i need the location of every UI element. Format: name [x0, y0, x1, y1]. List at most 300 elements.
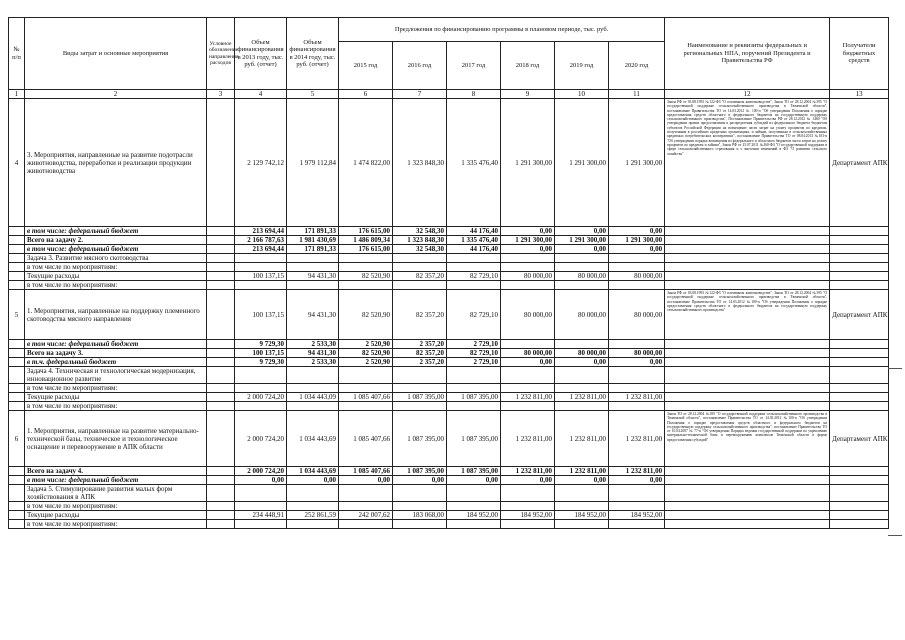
- table-row: [9, 281, 889, 290]
- colnum: 11: [609, 90, 665, 99]
- row-value: 1 474 822,00: [339, 99, 393, 227]
- row-number: [9, 236, 25, 245]
- table-row: [9, 476, 889, 485]
- row-condition: [207, 236, 235, 245]
- row-value: 82 520,90: [339, 290, 393, 340]
- row-number: [9, 467, 25, 476]
- row-value: 1 232 811,00: [609, 393, 665, 402]
- row-number: 4: [9, 99, 25, 227]
- row-value: 82 357,20: [393, 349, 447, 358]
- row-value: 82 729,10: [447, 349, 501, 358]
- table-row: [9, 402, 889, 411]
- row-number: 5: [9, 290, 25, 340]
- row-value: [393, 263, 447, 272]
- row-recipient: [830, 393, 889, 402]
- table-row: [9, 384, 889, 393]
- row-value: 80 000,00: [609, 349, 665, 358]
- row-value: 94 431,30: [287, 272, 339, 281]
- row-value: 80 000,00: [609, 290, 665, 340]
- row-value: [339, 402, 393, 411]
- row-value: 176 615,00: [339, 227, 393, 236]
- table-row: [9, 367, 889, 384]
- row-value: [447, 520, 501, 529]
- colnum: 1: [9, 90, 25, 99]
- row-value: 100 137,15: [235, 349, 287, 358]
- row-value: [393, 384, 447, 393]
- table-row: [9, 236, 889, 245]
- colnum: 2: [25, 90, 207, 99]
- row-value: 213 694,44: [235, 227, 287, 236]
- row-recipient: Департамент АПК: [830, 411, 889, 467]
- row-condition: [207, 402, 235, 411]
- row-value: [609, 402, 665, 411]
- row-value: [339, 254, 393, 263]
- header-year: 2020 год: [609, 42, 665, 90]
- row-value: 9 729,30: [235, 340, 287, 349]
- colnum: 10: [555, 90, 609, 99]
- row-condition: [207, 485, 235, 502]
- header-vol-2013: Объем финансирования в 2013 году, тыс. руб. (отчет): [235, 18, 287, 90]
- row-value: 183 068,00: [393, 511, 447, 520]
- colnum: 3: [207, 90, 235, 99]
- row-value: [393, 502, 447, 511]
- row-value: [287, 485, 339, 502]
- header-conditions: Условное обозначение направления расходов: [207, 18, 235, 90]
- colnum: 7: [393, 90, 447, 99]
- row-value: [287, 402, 339, 411]
- row-legal: [665, 502, 830, 511]
- row-value: 1 085 407,66: [339, 467, 393, 476]
- row-value: 0,00: [501, 358, 555, 367]
- row-value: [339, 367, 393, 384]
- row-value: 1 323 848,30: [393, 236, 447, 245]
- row-number: [9, 393, 25, 402]
- row-value: 1 087 395,00: [447, 411, 501, 467]
- row-condition: [207, 367, 235, 384]
- row-value: 1 291 300,00: [555, 236, 609, 245]
- row-value: 80 000,00: [555, 290, 609, 340]
- row-legal: [665, 384, 830, 393]
- header-num: № п/п: [9, 18, 25, 90]
- row-value: 2 000 724,20: [235, 411, 287, 467]
- row-value: 80 000,00: [501, 349, 555, 358]
- row-value: 171 891,33: [287, 245, 339, 254]
- row-value: 0,00: [555, 358, 609, 367]
- row-value: [287, 281, 339, 290]
- row-value: 1 232 811,00: [555, 467, 609, 476]
- row-number: [9, 476, 25, 485]
- row-label: в том числе: федеральный бюджет: [25, 476, 207, 485]
- row-value: [555, 254, 609, 263]
- row-legal: Закон РФ от 03.08.1993 №122-ФЗ "О племенном животноводстве", Закон ТО от 28.12.2004 №395 "О государственной поддержке сельскохозяйственного производства в Тюменской области", постановление Правительства ТО от 14.03.2012 №100-п "Об утверждении Положения о порядке предоставления средств областного и федерального бюджетов на государственную поддержку сельскохозяйственного производства": [665, 290, 830, 340]
- row-legal: [665, 263, 830, 272]
- row-value: 2 129 742,12: [235, 99, 287, 227]
- row-condition: [207, 227, 235, 236]
- row-number: [9, 340, 25, 349]
- row-value: 80 000,00: [555, 349, 609, 358]
- row-value: [339, 281, 393, 290]
- row-value: 80 000,00: [501, 272, 555, 281]
- row-legal: [665, 272, 830, 281]
- row-number: [9, 485, 25, 502]
- row-condition: [207, 340, 235, 349]
- row-legal: [665, 358, 830, 367]
- row-label: Текущие расходы: [25, 272, 207, 281]
- row-value: 32 548,30: [393, 227, 447, 236]
- table-row: [9, 340, 889, 349]
- row-label: в том числе по мероприятиям:: [25, 263, 207, 272]
- row-value: [393, 367, 447, 384]
- row-label: Текущие расходы: [25, 511, 207, 520]
- row-label: Задача 3. Развитие мясного скотоводства: [25, 254, 207, 263]
- row-value: 1 085 407,66: [339, 393, 393, 402]
- row-value: [447, 384, 501, 393]
- row-condition: [207, 393, 235, 402]
- row-label: Задача 4. Техническая и технологическая модернизация, инновационное развитие: [25, 367, 207, 384]
- row-legal: [665, 349, 830, 358]
- row-condition: [207, 263, 235, 272]
- row-value: [447, 281, 501, 290]
- row-value: 2 729,10: [447, 340, 501, 349]
- row-condition: [207, 254, 235, 263]
- row-label: Всего на задачу 4.: [25, 467, 207, 476]
- row-value: [555, 263, 609, 272]
- table-row: [9, 358, 889, 367]
- row-legal: [665, 254, 830, 263]
- colnum: 13: [830, 90, 889, 99]
- row-value: 0,00: [287, 476, 339, 485]
- row-number: [9, 281, 25, 290]
- header-legal: Наименование и реквизиты федеральных и региональных НПА, поручений Президента и Правительства РФ: [665, 18, 830, 90]
- row-number: 6: [9, 411, 25, 467]
- row-recipient: [830, 402, 889, 411]
- row-value: [287, 263, 339, 272]
- row-value: 184 952,00: [501, 511, 555, 520]
- row-condition: [207, 467, 235, 476]
- row-value: [555, 340, 609, 349]
- row-value: 0,00: [501, 245, 555, 254]
- row-value: [609, 485, 665, 502]
- row-value: [447, 263, 501, 272]
- row-value: [287, 520, 339, 529]
- row-value: [609, 281, 665, 290]
- row-condition: [207, 281, 235, 290]
- row-value: [235, 367, 287, 384]
- colnum: 8: [447, 90, 501, 99]
- row-label: Всего на задачу 3.: [25, 349, 207, 358]
- row-value: 0,00: [235, 476, 287, 485]
- row-value: 0,00: [555, 476, 609, 485]
- row-value: 1 232 811,00: [555, 411, 609, 467]
- row-recipient: [830, 272, 889, 281]
- row-value: 0,00: [555, 227, 609, 236]
- row-value: 1 087 395,00: [447, 467, 501, 476]
- row-legal: Закон РФ от 03.08.1993 №122-ФЗ "О племенном животноводстве", Закон ТО от 28.12.2004 №395 "О государственной поддержке сельскохозяйственного производства в Тюменской области", постановление Правительства ТО от 14.03.2012 № 100-п "Об утверждении Положения о порядке предоставления средств областного и федерального бюджетов на государственную поддержку сельскохозяйственного производства", Постановление Правительства РФ от 28.12.2012 № 1460 "Об утверждении правил предоставления и распределения субсидий из федерального бюджета бюджетам субъектов Российской Федерации на возмещение части затрат на уплату процентов по кредитам, полученным в российских кредитных организациях, и займам, полученным в сельскохозяйственных кредитных потребительских кооперативах", постановление Правительства ТО от 08.04.2013 №103-п "Об утверждении порядка возмещения из федерального и областного бюджетов части затрат на уплату процентов по кредитам и займам", Закон РФ от 25.07.2011 №260-ФЗ "О государственной поддержке в сфере сельскохозяйственного страхования и о внесении изменений в ФЗ "О развитии сельского хозяйства": [665, 99, 830, 227]
- colnum: 6: [339, 90, 393, 99]
- row-value: 2 000 724,20: [235, 393, 287, 402]
- row-value: 184 952,00: [609, 511, 665, 520]
- row-value: 82 357,20: [393, 290, 447, 340]
- table-row: [9, 520, 889, 529]
- row-recipient: [830, 227, 889, 236]
- row-legal: Закон ТО от 28.12.2004 №395 "О государственной поддержке сельскохозяйственного производства в Тюменской области", постановление Правительства ТО от 14.03.2012 №100-п "Об утверждении Положения о порядке предоставления средств областного и федерального бюджетов на государственную поддержку сельскохозяйственного производства", постановление Правительства ТО от 10.04.2007 № 77-п "Об утверждении Порядка ведения государственной поддержки по укреплению материально-технической базы и перевооружению комплексов Тюменской области в форме предоставления субсидий": [665, 411, 830, 467]
- row-value: 80 000,00: [555, 272, 609, 281]
- row-number: [9, 384, 25, 393]
- row-value: 0,00: [339, 476, 393, 485]
- row-value: [393, 485, 447, 502]
- row-number: [9, 263, 25, 272]
- row-value: [447, 402, 501, 411]
- row-value: [609, 263, 665, 272]
- row-label: в том числе по мероприятиям:: [25, 502, 207, 511]
- row-value: 1 034 443,09: [287, 393, 339, 402]
- table-row: [9, 272, 889, 281]
- table-row: [9, 511, 889, 520]
- row-value: 1 232 811,00: [555, 393, 609, 402]
- row-legal: [665, 281, 830, 290]
- row-value: 80 000,00: [609, 272, 665, 281]
- table-row: [9, 467, 889, 476]
- row-value: [287, 367, 339, 384]
- table-row: [9, 502, 889, 511]
- row-number: [9, 367, 25, 384]
- row-condition: [207, 290, 235, 340]
- row-recipient: Департамент АПК: [830, 290, 889, 340]
- row-label: 1. Мероприятия, направленные на развитие материально-технической базы, техническое и технологическое оснащение и перевооружение в АПК области: [25, 411, 207, 467]
- colnum: 4: [235, 90, 287, 99]
- row-legal: [665, 227, 830, 236]
- row-value: [609, 254, 665, 263]
- row-recipient: [830, 281, 889, 290]
- row-value: 1 232 811,00: [501, 393, 555, 402]
- row-value: 0,00: [609, 227, 665, 236]
- row-value: [393, 402, 447, 411]
- row-value: 1 323 848,30: [393, 99, 447, 227]
- row-value: [447, 485, 501, 502]
- row-value: 1 486 809,34: [339, 236, 393, 245]
- row-value: [501, 254, 555, 263]
- row-value: 100 137,15: [235, 272, 287, 281]
- row-number: [9, 511, 25, 520]
- row-value: [447, 367, 501, 384]
- row-condition: [207, 358, 235, 367]
- header-vol-2014: Объем финансирования в 2014 году, тыс. руб. (отчет): [287, 18, 339, 90]
- row-value: [287, 384, 339, 393]
- row-value: [555, 485, 609, 502]
- row-value: 242 007,62: [339, 511, 393, 520]
- row-value: 1 087 395,00: [393, 411, 447, 467]
- row-condition: [207, 349, 235, 358]
- row-value: 171 891,33: [287, 227, 339, 236]
- row-value: [555, 384, 609, 393]
- row-value: [501, 367, 555, 384]
- table-row: [9, 485, 889, 502]
- row-condition: [207, 476, 235, 485]
- row-value: [555, 520, 609, 529]
- row-label: в том числе по мероприятиям:: [25, 384, 207, 393]
- header-year: 2019 год: [555, 42, 609, 90]
- row-value: [235, 402, 287, 411]
- row-value: [501, 502, 555, 511]
- row-value: [339, 502, 393, 511]
- row-label: в том числе: федеральный бюджет: [25, 227, 207, 236]
- row-condition: [207, 520, 235, 529]
- margin-rule: [888, 535, 902, 536]
- row-condition: [207, 384, 235, 393]
- row-value: 1 034 443,69: [287, 411, 339, 467]
- row-value: 0,00: [555, 245, 609, 254]
- row-value: 9 729,30: [235, 358, 287, 367]
- row-value: 2 729,10: [447, 358, 501, 367]
- row-value: 1 291 300,00: [501, 99, 555, 227]
- row-label: Всего на задачу 2.: [25, 236, 207, 245]
- row-number: [9, 520, 25, 529]
- row-value: [393, 520, 447, 529]
- row-label: в т.ч. федеральный бюджет: [25, 358, 207, 367]
- row-legal: [665, 236, 830, 245]
- table-row: [9, 411, 889, 467]
- row-value: [555, 402, 609, 411]
- row-condition: [207, 411, 235, 467]
- row-value: 32 548,30: [393, 245, 447, 254]
- row-value: 1 291 300,00: [609, 99, 665, 227]
- row-condition: [207, 272, 235, 281]
- header-activities: Виды затрат и основные мероприятия: [25, 18, 207, 90]
- row-value: 0,00: [393, 476, 447, 485]
- row-condition: [207, 511, 235, 520]
- row-value: [235, 263, 287, 272]
- header-year: 2018 год: [501, 42, 555, 90]
- row-value: [287, 502, 339, 511]
- row-value: 0,00: [609, 476, 665, 485]
- row-recipient: [830, 384, 889, 393]
- row-legal: [665, 467, 830, 476]
- header-year: 2017 год: [447, 42, 501, 90]
- row-value: [501, 485, 555, 502]
- row-value: 82 520,90: [339, 272, 393, 281]
- row-value: 82 729,10: [447, 272, 501, 281]
- row-value: 1 291 300,00: [609, 236, 665, 245]
- table-row: [9, 393, 889, 402]
- row-label: Задача 5. Стимулирование развития малых форм хозяйствования в АПК: [25, 485, 207, 502]
- row-number: [9, 227, 25, 236]
- row-value: 1 232 811,00: [609, 411, 665, 467]
- row-value: 2 520,90: [339, 340, 393, 349]
- row-value: [501, 281, 555, 290]
- row-label: 1. Мероприятия, направленные на поддержку племенного скотоводства мясного направления: [25, 290, 207, 340]
- row-value: [609, 384, 665, 393]
- row-value: 2 000 724,20: [235, 467, 287, 476]
- row-value: [501, 340, 555, 349]
- row-value: [235, 502, 287, 511]
- row-value: 0,00: [501, 227, 555, 236]
- row-number: [9, 245, 25, 254]
- row-recipient: [830, 520, 889, 529]
- row-value: 234 448,91: [235, 511, 287, 520]
- table-row: [9, 245, 889, 254]
- table-row: [9, 254, 889, 263]
- row-value: [555, 367, 609, 384]
- table-row: [9, 263, 889, 272]
- row-value: 1 232 811,00: [609, 467, 665, 476]
- row-value: 82 729,10: [447, 290, 501, 340]
- row-label: Текущие расходы: [25, 393, 207, 402]
- row-value: 1 087 395,00: [393, 467, 447, 476]
- row-value: 1 034 443,69: [287, 467, 339, 476]
- row-label: в том числе по мероприятиям:: [25, 281, 207, 290]
- table-row: [9, 227, 889, 236]
- row-value: [339, 384, 393, 393]
- row-legal: [665, 245, 830, 254]
- row-value: 1 335 476,40: [447, 99, 501, 227]
- row-value: [609, 520, 665, 529]
- row-value: 1 981 430,69: [287, 236, 339, 245]
- row-value: [501, 384, 555, 393]
- row-value: 2 533,30: [287, 358, 339, 367]
- row-recipient: [830, 263, 889, 272]
- table-row: [9, 99, 889, 227]
- row-value: [235, 485, 287, 502]
- row-value: [287, 254, 339, 263]
- row-recipient: [830, 245, 889, 254]
- row-value: [235, 281, 287, 290]
- row-value: 1 291 300,00: [501, 236, 555, 245]
- row-value: 2 357,20: [393, 340, 447, 349]
- row-recipient: [830, 349, 889, 358]
- row-legal: [665, 393, 830, 402]
- row-condition: [207, 502, 235, 511]
- row-value: 1 335 476,40: [447, 236, 501, 245]
- row-legal: [665, 520, 830, 529]
- row-value: 213 694,44: [235, 245, 287, 254]
- row-condition: [207, 99, 235, 227]
- row-value: [339, 520, 393, 529]
- row-value: [339, 263, 393, 272]
- row-label: в том числе: федеральный бюджет: [25, 340, 207, 349]
- row-value: 2 533,30: [287, 340, 339, 349]
- header-year: 2015 год: [339, 42, 393, 90]
- row-label: в том числе: федеральный бюджет: [25, 245, 207, 254]
- row-value: 94 431,30: [287, 349, 339, 358]
- financing-table: [8, 17, 889, 529]
- row-value: 44 176,40: [447, 245, 501, 254]
- row-value: 2 166 787,63: [235, 236, 287, 245]
- row-number: [9, 502, 25, 511]
- row-value: [235, 254, 287, 263]
- row-number: [9, 349, 25, 358]
- row-legal: [665, 476, 830, 485]
- row-value: 82 357,20: [393, 272, 447, 281]
- row-value: 1 232 811,00: [501, 411, 555, 467]
- row-value: 0,00: [501, 476, 555, 485]
- row-condition: [207, 245, 235, 254]
- row-legal: [665, 402, 830, 411]
- header-recipients: Получатели бюджетных средств: [830, 18, 889, 90]
- row-value: 94 431,30: [287, 290, 339, 340]
- row-recipient: [830, 254, 889, 263]
- row-legal: [665, 511, 830, 520]
- colnum: 12: [665, 90, 830, 99]
- row-value: [447, 254, 501, 263]
- colnum: 9: [501, 90, 555, 99]
- row-value: [235, 384, 287, 393]
- row-value: 2 520,90: [339, 358, 393, 367]
- row-value: 1 087 395,00: [447, 393, 501, 402]
- row-value: 82 520,90: [339, 349, 393, 358]
- row-value: [501, 520, 555, 529]
- row-value: [609, 340, 665, 349]
- row-value: 2 357,20: [393, 358, 447, 367]
